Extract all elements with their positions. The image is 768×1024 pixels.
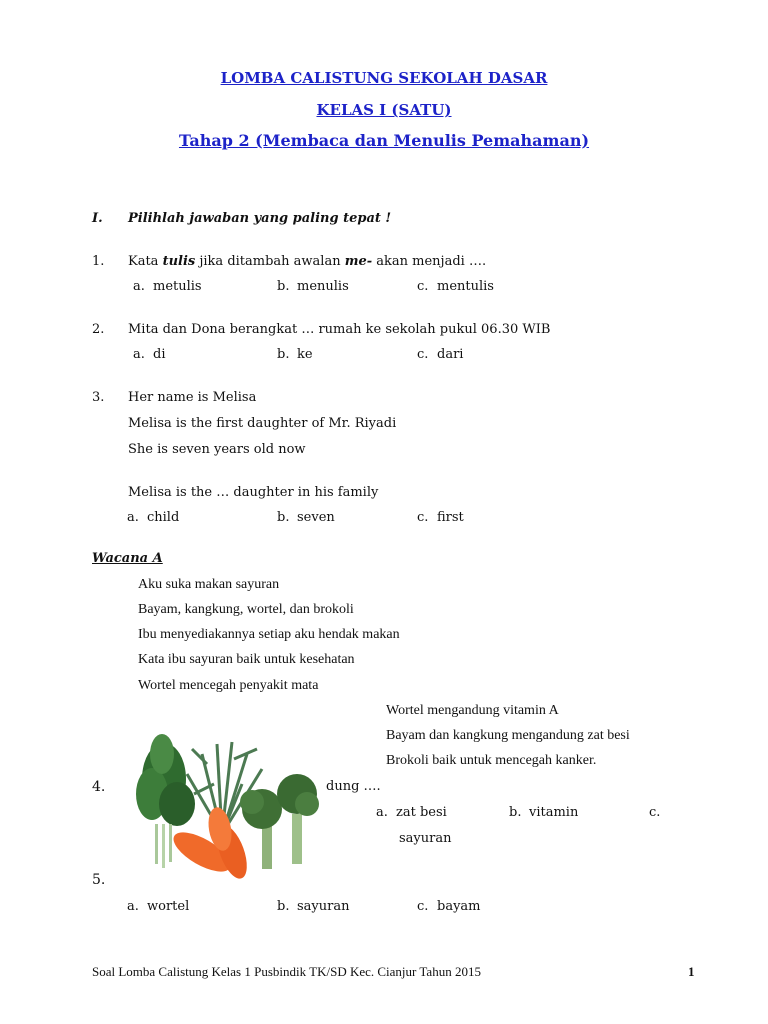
option-text: di — [153, 347, 166, 362]
q1-option-c — [417, 279, 494, 294]
passage-line-8: Brokoli baik untuk mencegah kanker. — [386, 753, 597, 768]
page-number: 1 — [688, 964, 695, 979]
option-label: a. — [133, 347, 145, 362]
option-label: c. — [417, 347, 429, 362]
option-text: zat besi — [396, 805, 447, 820]
option-label: a. — [376, 805, 388, 820]
option-text: wortel — [147, 899, 190, 914]
q5-option-b — [277, 899, 349, 914]
q4-option-b — [509, 805, 578, 820]
q1-text-part: Kata — [128, 254, 163, 269]
option-text: dari — [437, 347, 464, 362]
q1-option-b — [277, 279, 349, 294]
option-text: seven — [297, 510, 335, 525]
passage-title: Wacana A — [92, 551, 163, 566]
stage-title: Tahap 2 (Membaca dan Menulis Pemahaman) — [178, 131, 590, 150]
passage-line-5: Wortel mencegah penyakit mata — [138, 678, 319, 693]
option-text: child — [147, 510, 180, 525]
option-text: metulis — [153, 279, 202, 294]
option-label: c. — [417, 899, 429, 914]
option-label: c. — [417, 510, 429, 525]
q4-option-c-label: c. — [649, 805, 661, 820]
question-4-visible-text: dung …. — [326, 779, 381, 794]
option-text: menulis — [297, 279, 349, 294]
q5-option-c — [417, 899, 481, 914]
q3-option-c — [417, 510, 464, 525]
option-text: bayam — [437, 899, 481, 914]
option-label: b. — [277, 899, 290, 914]
q1-word-tulis: tulis — [162, 254, 196, 269]
q2-option-b — [277, 347, 313, 362]
question-5-number: 5. — [92, 872, 106, 888]
option-text: vitamin — [529, 805, 579, 820]
question-3-number: 3. — [92, 390, 105, 405]
option-label: b. — [277, 279, 290, 294]
question-2-text: Mita dan Dona berangkat … rumah ke sekolah pukul 06.30 WIB — [128, 322, 551, 337]
question-1-text — [128, 254, 486, 269]
q4-option-a — [376, 805, 447, 820]
passage-line-3: Ibu menyediakannya setiap aku hendak makan — [138, 627, 400, 642]
passage-line-6: Wortel mengandung vitamin A — [386, 703, 559, 718]
option-text: ke — [297, 347, 313, 362]
option-label: b. — [277, 510, 290, 525]
section-instruction: Pilihlah jawaban yang paling tepat ! — [128, 211, 392, 226]
q3-option-a — [127, 510, 179, 525]
class-title: KELAS I (SATU) — [316, 101, 452, 119]
vegetables-image — [122, 724, 322, 884]
q1-text-part: akan menjadi …. — [372, 254, 487, 269]
q4-option-c-text: sayuran — [399, 831, 452, 846]
q1-option-a — [133, 279, 202, 294]
q5-option-a — [127, 899, 189, 914]
question-3-line-3: She is seven years old now — [128, 442, 306, 457]
option-text: sayuran — [297, 899, 350, 914]
question-3-prompt: Melisa is the … daughter in his family — [128, 485, 379, 500]
section-number: I. — [92, 211, 103, 226]
option-text: first — [437, 510, 464, 525]
document-title: LOMBA CALISTUNG SEKOLAH DASAR — [220, 69, 548, 87]
question-3-line-1: Her name is Melisa — [128, 390, 257, 405]
q2-option-c — [417, 347, 463, 362]
question-1-number: 1. — [92, 254, 105, 269]
q2-option-a — [133, 347, 165, 362]
q1-text-part: jika ditambah awalan — [195, 254, 345, 269]
option-label: a. — [133, 279, 145, 294]
option-label: a. — [127, 899, 139, 914]
option-text: mentulis — [437, 279, 494, 294]
passage-line-7: Bayam dan kangkung mengandung zat besi — [386, 728, 630, 743]
question-4-number: 4. — [92, 779, 106, 795]
footer-text: Soal Lomba Calistung Kelas 1 Pusbindik TK/SD Kec. Cianjur Tahun 2015 — [92, 964, 481, 979]
passage-line-1: Aku suka makan sayuran — [138, 577, 280, 592]
option-label: a. — [127, 510, 139, 525]
question-2-number: 2. — [92, 322, 105, 337]
passage-line-4: Kata ibu sayuran baik untuk kesehatan — [138, 652, 355, 667]
option-label: b. — [509, 805, 522, 820]
q1-prefix-me: me- — [344, 254, 373, 269]
q3-option-b — [277, 510, 335, 525]
option-label: b. — [277, 347, 290, 362]
question-3-line-2: Melisa is the first daughter of Mr. Riyadi — [128, 416, 397, 431]
passage-line-2: Bayam, kangkung, wortel, dan brokoli — [138, 602, 354, 617]
vegetables-illustration-icon — [122, 724, 322, 884]
option-label: c. — [417, 279, 429, 294]
